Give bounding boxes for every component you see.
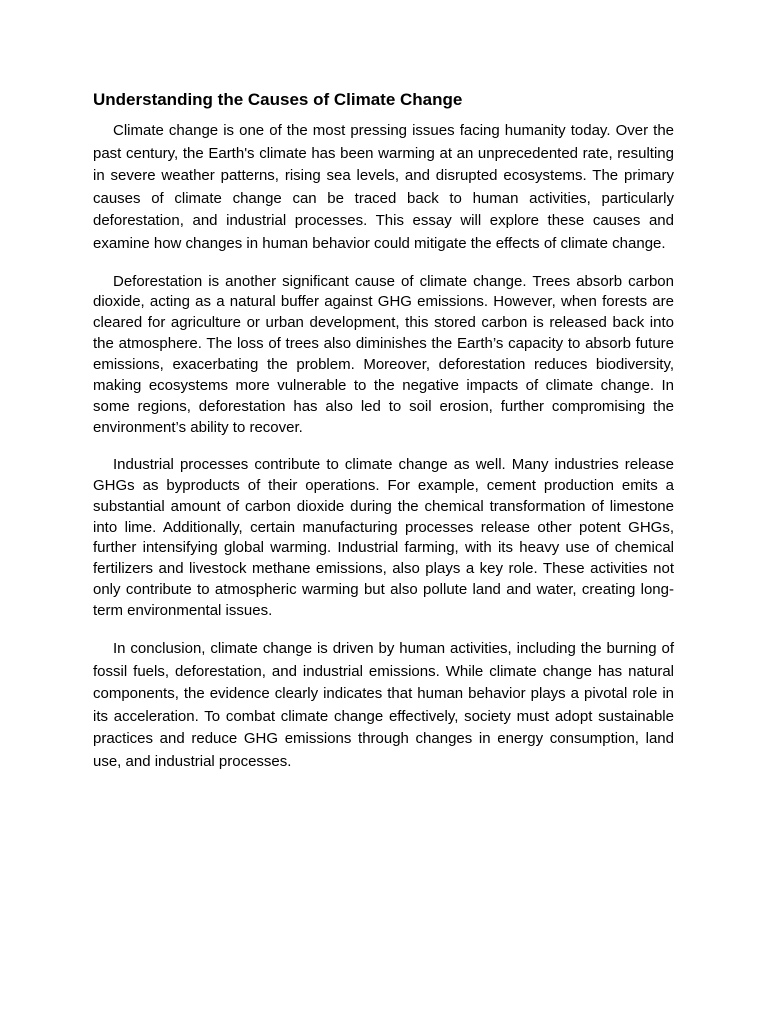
paragraph-deforestation: Deforestation is another significant cause of climate change. Trees absorb carbon dioxide, acting as a natural buffer against GHG emissions. However, when forests are cleared for agriculture or urban development, this stored carbon is released back into the atmosphere. The loss of trees also diminishes the Earth’s capacity to absorb future emissions, exacerbating the problem. Moreover, deforestation reduces biodiversity, making ecosystems more vulnerable to the negative impacts of climate change. In some regions, deforestation has also led to soil erosion, further compromising the environment’s ability to recover.: [93, 272, 674, 436]
paragraph-industrial-processes: Industrial processes contribute to climate change as well. Many industries release GHGs as byproducts of their operations. For example, cement production emits a substantial amount of carbon dioxide during the chemical transformation of limestone into lime. Additionally, certain manufacturing processes release other potent GHGs, further intensifying global warming. Industrial farming, with its heavy use of chemical fertilizers and livestock methane emissions, also plays a key role. These activities not only contribute to atmospheric warming but also pollute land and water, creating long-term environmental issues.: [93, 455, 674, 620]
paragraph-introduction: Climate change is one of the most pressing issues facing humanity today. Over the past century, the Earth's climate has been warming at an unprecedented rate, resulting in severe weather patterns, rising sea levels, and disrupted ecosystems. The primary causes of climate change can be traced back to human activities, particularly deforestation, and industrial processes. This essay will explore these causes and examine how changes in human behavior could mitigate the effects of climate change.: [93, 122, 674, 252]
document-title: Understanding the Causes of Climate Change: [93, 90, 463, 109]
paragraph-conclusion: In conclusion, climate change is driven by human activities, including the burning of fossil fuels, deforestation, and industrial emissions. While climate change has natural components, the evidence clearly indicates that human behavior plays a pivotal role in its acceleration. To combat climate change effectively, society must adopt sustainable practices and reduce GHG emissions through changes in energy consumption, land use, and industrial processes.: [93, 640, 674, 771]
